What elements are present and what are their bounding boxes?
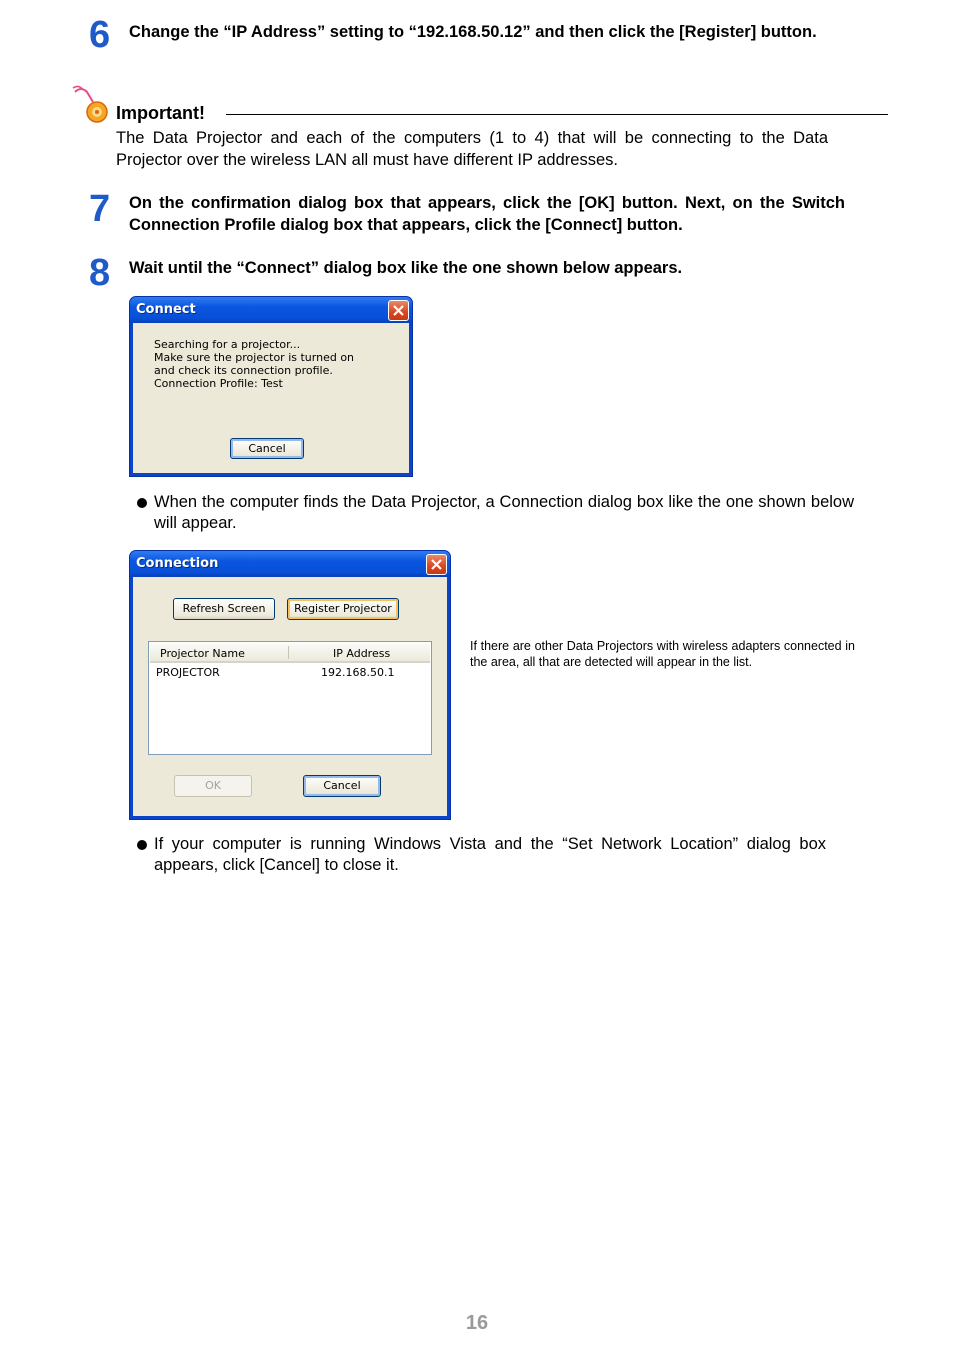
message-line: Make sure the projector is turned on <box>154 351 355 364</box>
side-note: If there are other Data Projectors with wireless adapters connected in the area, all that are detected will appear in the list. <box>470 639 855 669</box>
step-8-number: 8 <box>89 252 111 294</box>
step-7-text: On the confirmation dialog box that appears, click the [OK] button. Next, on the Switch Connection Profile dialog box that appears, click the [Connect] button. <box>129 194 845 234</box>
register-projector-button[interactable]: Register Projector <box>287 598 399 620</box>
list-header <box>150 643 430 663</box>
connection-dialog-titlebar <box>130 551 450 577</box>
important-pin-icon <box>71 84 111 124</box>
connection-dialog-title: Connection <box>136 556 219 571</box>
column-header-ip-address[interactable]: IP Address <box>333 647 391 660</box>
bullet-marker <box>137 840 147 850</box>
connect-dialog-titlebar <box>130 297 412 323</box>
projector-name-cell: PROJECTOR <box>156 666 220 679</box>
bullet-text: When the computer finds the Data Projector, a Connection dialog box like the one shown below will appear. <box>154 493 854 532</box>
connect-dialog <box>129 296 413 477</box>
column-divider <box>288 646 289 659</box>
connection-dialog-body <box>133 577 447 816</box>
step-6-number: 6 <box>89 14 111 56</box>
message-line: Connection Profile: Test <box>154 377 283 390</box>
step-7-number: 7 <box>89 188 111 230</box>
step-6-text: Change the “IP Address” setting to “192.168.50.12” and then click the [Register] button. <box>129 23 817 41</box>
connect-dialog-title: Connect <box>136 302 196 317</box>
important-heading: Important! <box>116 103 205 123</box>
close-icon[interactable] <box>388 300 409 321</box>
ip-address-cell: 192.168.50.1 <box>321 666 395 679</box>
cancel-button[interactable]: Cancel <box>303 775 381 797</box>
important-text: The Data Projector and each of the computers (1 to 4) that will be connecting to the Data Projector over the wireless LAN all must have different IP addresses. <box>116 129 828 169</box>
connect-dialog-body <box>133 323 409 473</box>
message-line: and check its connection profile. <box>154 364 333 377</box>
column-header-projector-name[interactable]: Projector Name <box>160 647 245 660</box>
step-8-text: Wait until the “Connect” dialog box like the one shown below appears. <box>129 259 683 277</box>
ok-button[interactable]: OK <box>174 775 252 797</box>
important-rule <box>226 114 888 115</box>
projector-list[interactable] <box>148 641 432 755</box>
connect-dialog-message <box>154 338 404 390</box>
close-icon[interactable] <box>426 554 447 575</box>
page-number: 16 <box>465 1312 489 1334</box>
cancel-button[interactable]: Cancel <box>230 438 304 459</box>
message-line: Searching for a projector... <box>154 338 301 351</box>
bullet-text: If your computer is running Windows Vista and the “Set Network Location” dialog box appears, click [Cancel] to close it. <box>154 835 826 874</box>
table-row[interactable] <box>156 666 426 680</box>
bullet-marker <box>137 498 147 508</box>
connection-dialog <box>129 550 451 820</box>
refresh-screen-button[interactable]: Refresh Screen <box>173 598 275 620</box>
